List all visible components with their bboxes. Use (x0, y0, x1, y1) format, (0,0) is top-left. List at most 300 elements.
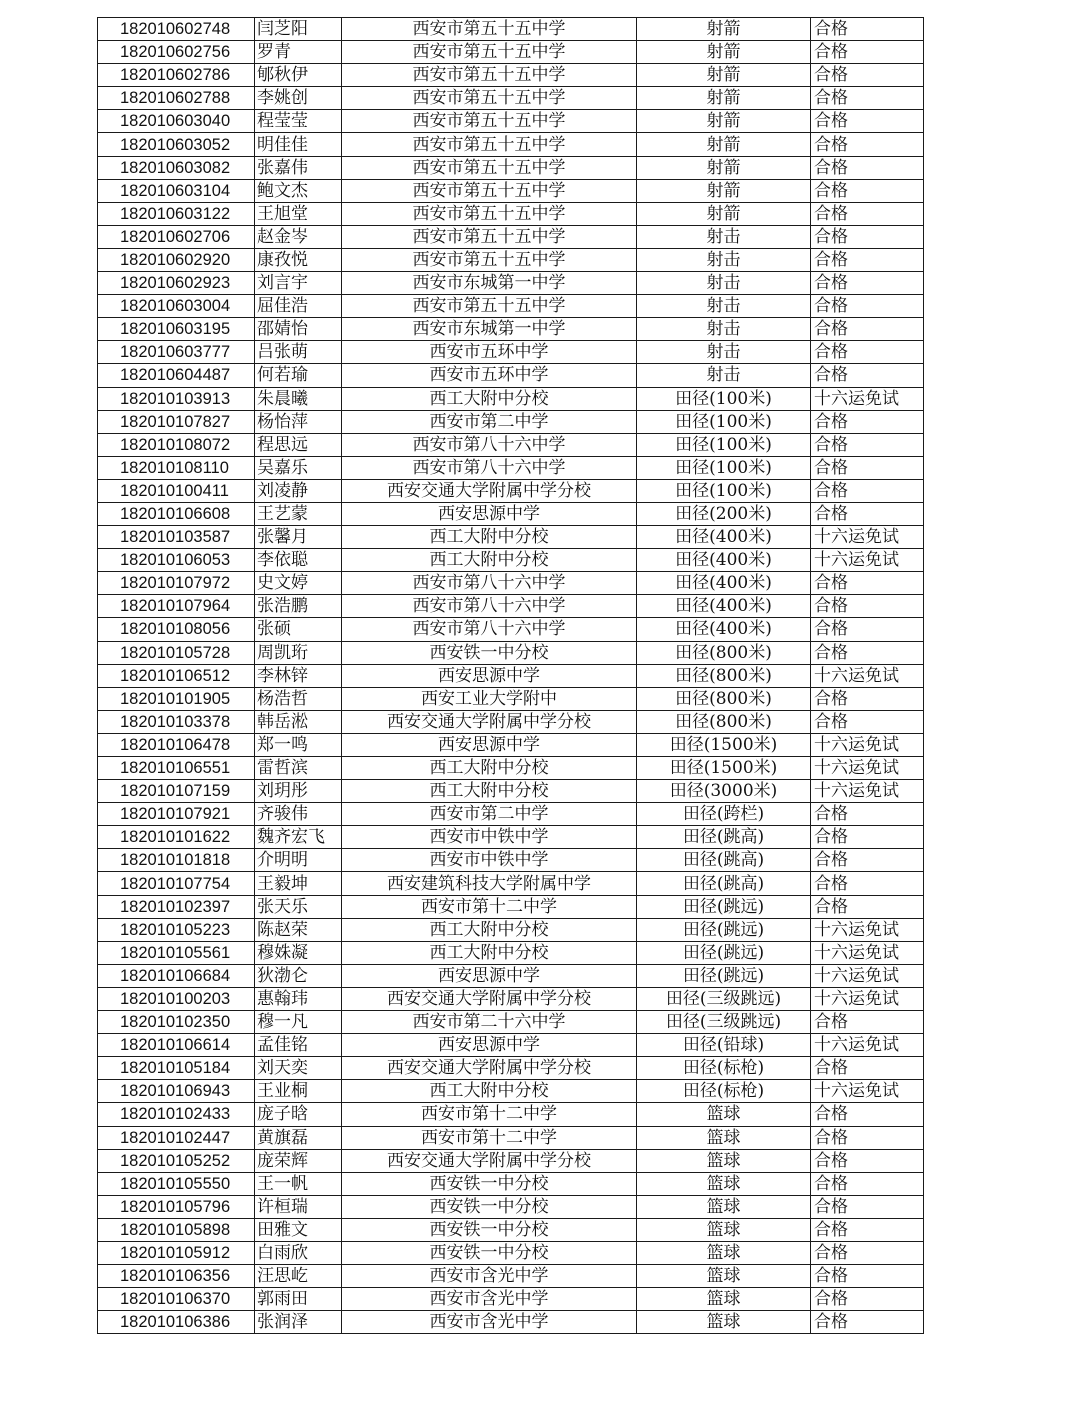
result-cell: 合格 (811, 433, 924, 456)
candidate-id-cell: 182010603104 (98, 179, 255, 202)
school-cell: 西安思源中学 (342, 733, 637, 756)
table-row (98, 733, 924, 756)
table-row (98, 1288, 924, 1311)
event-cell: 篮球 (637, 1241, 811, 1264)
table-row (98, 595, 924, 618)
candidate-id-cell: 182010103587 (98, 526, 255, 549)
student-name-cell: 杨浩哲 (255, 687, 342, 710)
event-cell: 田径(跨栏) (637, 803, 811, 826)
student-name-cell: 李姚创 (255, 87, 342, 110)
result-cell: 合格 (811, 41, 924, 64)
event-cell: 篮球 (637, 1126, 811, 1149)
event-cell: 射箭 (637, 110, 811, 133)
table-row (98, 1241, 924, 1264)
result-cell: 合格 (811, 295, 924, 318)
event-cell: 田径(标枪) (637, 1080, 811, 1103)
result-cell: 十六运免试 (811, 733, 924, 756)
school-cell: 西安市第五十五中学 (342, 133, 637, 156)
result-cell: 十六运免试 (811, 664, 924, 687)
event-cell: 田径(400米) (637, 618, 811, 641)
school-cell: 西安铁一中分校 (342, 641, 637, 664)
table-row (98, 433, 924, 456)
candidate-id-cell: 182010107921 (98, 803, 255, 826)
event-cell: 田径(100米) (637, 456, 811, 479)
result-cell: 合格 (811, 1311, 924, 1334)
table-row (98, 549, 924, 572)
student-name-cell: 庞子晗 (255, 1103, 342, 1126)
table-row (98, 502, 924, 525)
school-cell: 西安交通大学附属中学分校 (342, 710, 637, 733)
student-name-cell: 屈佳浩 (255, 295, 342, 318)
event-cell: 田径(3000米) (637, 780, 811, 803)
candidate-id-cell: 182010105796 (98, 1195, 255, 1218)
student-name-cell: 杨怡萍 (255, 410, 342, 433)
candidate-id-cell: 182010108072 (98, 433, 255, 456)
school-cell: 西工大附中分校 (342, 549, 637, 572)
school-cell: 西安铁一中分校 (342, 1195, 637, 1218)
event-cell: 田径(200米) (637, 502, 811, 525)
table-row (98, 456, 924, 479)
table-row (98, 18, 924, 41)
school-cell: 西安市第二中学 (342, 410, 637, 433)
table-row (98, 1172, 924, 1195)
result-cell: 合格 (811, 1103, 924, 1126)
result-cell: 合格 (811, 572, 924, 595)
table-row (98, 110, 924, 133)
event-cell: 田径(跳高) (637, 872, 811, 895)
candidate-id-cell: 182010602706 (98, 225, 255, 248)
event-cell: 篮球 (637, 1288, 811, 1311)
result-cell: 合格 (811, 849, 924, 872)
student-name-cell: 郇秋伊 (255, 64, 342, 87)
candidate-id-cell: 182010100203 (98, 987, 255, 1010)
event-cell: 射击 (637, 295, 811, 318)
result-cell: 合格 (811, 156, 924, 179)
school-cell: 西安市东城第一中学 (342, 272, 637, 295)
result-cell: 合格 (811, 133, 924, 156)
event-cell: 射箭 (637, 87, 811, 110)
result-cell: 合格 (811, 341, 924, 364)
school-cell: 西安铁一中分校 (342, 1172, 637, 1195)
event-cell: 篮球 (637, 1218, 811, 1241)
candidate-id-cell: 182010105184 (98, 1057, 255, 1080)
school-cell: 西安交通大学附属中学分校 (342, 1057, 637, 1080)
school-cell: 西安工业大学附中 (342, 687, 637, 710)
event-cell: 射击 (637, 364, 811, 387)
candidate-id-cell: 182010108110 (98, 456, 255, 479)
candidate-id-cell: 182010107827 (98, 410, 255, 433)
table-row (98, 1265, 924, 1288)
student-name-cell: 许桓瑞 (255, 1195, 342, 1218)
table-row (98, 526, 924, 549)
student-name-cell: 刘言宇 (255, 272, 342, 295)
student-name-cell: 魏齐宏飞 (255, 826, 342, 849)
table-row (98, 1034, 924, 1057)
student-name-cell: 赵金岑 (255, 225, 342, 248)
student-name-cell: 张嘉伟 (255, 156, 342, 179)
candidate-id-cell: 182010602786 (98, 64, 255, 87)
table-row (98, 479, 924, 502)
result-cell: 合格 (811, 1288, 924, 1311)
table-row (98, 64, 924, 87)
school-cell: 西安市第五十五中学 (342, 248, 637, 271)
candidate-id-cell: 182010105912 (98, 1241, 255, 1264)
result-cell: 合格 (811, 225, 924, 248)
school-cell: 西安市五环中学 (342, 341, 637, 364)
table-row (98, 179, 924, 202)
school-cell: 西安市第五十五中学 (342, 110, 637, 133)
student-name-cell: 白雨欣 (255, 1241, 342, 1264)
result-cell: 合格 (811, 248, 924, 271)
school-cell: 西安铁一中分校 (342, 1241, 637, 1264)
result-cell: 十六运免试 (811, 1034, 924, 1057)
event-cell: 射击 (637, 248, 811, 271)
result-cell: 合格 (811, 1241, 924, 1264)
event-cell: 射箭 (637, 133, 811, 156)
school-cell: 西安建筑科技大学附属中学 (342, 872, 637, 895)
school-cell: 西安市第五十五中学 (342, 64, 637, 87)
table-row (98, 202, 924, 225)
table-row (98, 1057, 924, 1080)
event-cell: 田径(跳远) (637, 895, 811, 918)
student-name-cell: 狄渤仑 (255, 964, 342, 987)
candidate-id-cell: 182010106551 (98, 757, 255, 780)
table-row (98, 872, 924, 895)
student-name-cell: 李林锌 (255, 664, 342, 687)
school-cell: 西安市第二十六中学 (342, 1011, 637, 1034)
result-cell: 十六运免试 (811, 549, 924, 572)
table-row (98, 710, 924, 733)
school-cell: 西安市第五十五中学 (342, 87, 637, 110)
school-cell: 西安交通大学附属中学分校 (342, 479, 637, 502)
event-cell: 田径(标枪) (637, 1057, 811, 1080)
result-cell: 合格 (811, 872, 924, 895)
event-cell: 射击 (637, 318, 811, 341)
candidate-id-cell: 182010602756 (98, 41, 255, 64)
candidate-id-cell: 182010602920 (98, 248, 255, 271)
event-cell: 田径(800米) (637, 664, 811, 687)
result-cell: 合格 (811, 410, 924, 433)
table-row (98, 87, 924, 110)
student-name-cell: 田雅文 (255, 1218, 342, 1241)
result-cell: 十六运免试 (811, 941, 924, 964)
school-cell: 西安交通大学附属中学分校 (342, 1149, 637, 1172)
school-cell: 西安市东城第一中学 (342, 318, 637, 341)
table-row (98, 156, 924, 179)
school-cell: 西安交通大学附属中学分校 (342, 987, 637, 1010)
school-cell: 西安市含光中学 (342, 1311, 637, 1334)
school-cell: 西安市第五十五中学 (342, 295, 637, 318)
result-cell: 合格 (811, 179, 924, 202)
candidate-id-cell: 182010603040 (98, 110, 255, 133)
result-cell: 十六运免试 (811, 964, 924, 987)
event-cell: 田径(三级跳远) (637, 987, 811, 1010)
event-cell: 篮球 (637, 1311, 811, 1334)
student-name-cell: 孟佳铭 (255, 1034, 342, 1057)
table-row (98, 41, 924, 64)
student-name-cell: 王旭堂 (255, 202, 342, 225)
event-cell: 射箭 (637, 202, 811, 225)
result-cell: 合格 (811, 1057, 924, 1080)
result-cell: 合格 (811, 1172, 924, 1195)
school-cell: 西安市第五十五中学 (342, 41, 637, 64)
event-cell: 射击 (637, 225, 811, 248)
candidate-id-cell: 182010106943 (98, 1080, 255, 1103)
result-cell: 合格 (811, 826, 924, 849)
candidate-id-cell: 182010106614 (98, 1034, 255, 1057)
table-row (98, 318, 924, 341)
event-cell: 田径(100米) (637, 410, 811, 433)
candidate-id-cell: 182010102350 (98, 1011, 255, 1034)
table-row (98, 757, 924, 780)
school-cell: 西工大附中分校 (342, 387, 637, 410)
school-cell: 西工大附中分校 (342, 941, 637, 964)
table-row (98, 1149, 924, 1172)
candidate-id-cell: 182010105898 (98, 1218, 255, 1241)
table-row (98, 1103, 924, 1126)
school-cell: 西安市五环中学 (342, 364, 637, 387)
table-row (98, 364, 924, 387)
candidate-id-cell: 182010105223 (98, 918, 255, 941)
student-name-cell: 明佳佳 (255, 133, 342, 156)
candidate-id-cell: 182010602923 (98, 272, 255, 295)
school-cell: 西安思源中学 (342, 664, 637, 687)
student-name-cell: 王毅坤 (255, 872, 342, 895)
event-cell: 田径(1500米) (637, 733, 811, 756)
result-cell: 合格 (811, 1011, 924, 1034)
event-cell: 田径(跳高) (637, 826, 811, 849)
student-name-cell: 惠翰玮 (255, 987, 342, 1010)
student-name-cell: 吕张萌 (255, 341, 342, 364)
student-name-cell: 郑一鸣 (255, 733, 342, 756)
result-cell: 合格 (811, 110, 924, 133)
event-cell: 田径(400米) (637, 549, 811, 572)
school-cell: 西安市第二中学 (342, 803, 637, 826)
result-cell: 合格 (811, 456, 924, 479)
event-cell: 射箭 (637, 179, 811, 202)
candidate-id-cell: 182010107159 (98, 780, 255, 803)
result-cell: 合格 (811, 803, 924, 826)
school-cell: 西安市含光中学 (342, 1288, 637, 1311)
event-cell: 田径(跳远) (637, 918, 811, 941)
student-name-cell: 王艺蒙 (255, 502, 342, 525)
school-cell: 西安市第十二中学 (342, 1126, 637, 1149)
school-cell: 西安市第五十五中学 (342, 156, 637, 179)
table-row (98, 664, 924, 687)
student-name-cell: 张硕 (255, 618, 342, 641)
candidate-id-cell: 182010603004 (98, 295, 255, 318)
student-name-cell: 刘凌静 (255, 479, 342, 502)
student-name-cell: 程莹莹 (255, 110, 342, 133)
candidate-id-cell: 182010604487 (98, 364, 255, 387)
candidate-id-cell: 182010105252 (98, 1149, 255, 1172)
student-name-cell: 郭雨田 (255, 1288, 342, 1311)
event-cell: 篮球 (637, 1103, 811, 1126)
student-name-cell: 程思远 (255, 433, 342, 456)
result-cell: 合格 (811, 595, 924, 618)
event-cell: 射箭 (637, 64, 811, 87)
student-name-cell: 张天乐 (255, 895, 342, 918)
student-name-cell: 齐骏伟 (255, 803, 342, 826)
school-cell: 西安思源中学 (342, 964, 637, 987)
table-row (98, 895, 924, 918)
table-row (98, 1218, 924, 1241)
event-cell: 田径(铅球) (637, 1034, 811, 1057)
event-cell: 田径(100米) (637, 387, 811, 410)
candidate-id-cell: 182010106478 (98, 733, 255, 756)
student-name-cell: 闫芝阳 (255, 18, 342, 41)
candidate-id-cell: 182010102433 (98, 1103, 255, 1126)
result-cell: 合格 (811, 1195, 924, 1218)
student-name-cell: 汪思屹 (255, 1265, 342, 1288)
result-cell: 合格 (811, 1126, 924, 1149)
result-cell: 合格 (811, 479, 924, 502)
student-name-cell: 李依聪 (255, 549, 342, 572)
result-cell: 合格 (811, 1149, 924, 1172)
event-cell: 田径(800米) (637, 687, 811, 710)
event-cell: 田径(跳远) (637, 964, 811, 987)
result-cell: 合格 (811, 18, 924, 41)
school-cell: 西安思源中学 (342, 1034, 637, 1057)
student-name-cell: 刘玥彤 (255, 780, 342, 803)
result-cell: 合格 (811, 641, 924, 664)
table-row (98, 410, 924, 433)
school-cell: 西工大附中分校 (342, 526, 637, 549)
result-cell: 合格 (811, 1218, 924, 1241)
event-cell: 射击 (637, 341, 811, 364)
event-cell: 田径(100米) (637, 479, 811, 502)
student-name-cell: 穆姝凝 (255, 941, 342, 964)
student-name-cell: 庞荣辉 (255, 1149, 342, 1172)
event-cell: 田径(400米) (637, 572, 811, 595)
candidate-id-cell: 182010603777 (98, 341, 255, 364)
table-row (98, 1195, 924, 1218)
event-cell: 田径(1500米) (637, 757, 811, 780)
table-row (98, 618, 924, 641)
table-row (98, 387, 924, 410)
school-cell: 西安市第八十六中学 (342, 618, 637, 641)
school-cell: 西工大附中分校 (342, 1080, 637, 1103)
school-cell: 西安市含光中学 (342, 1265, 637, 1288)
student-name-cell: 鲍文杰 (255, 179, 342, 202)
result-cell: 合格 (811, 895, 924, 918)
school-cell: 西安市第十二中学 (342, 895, 637, 918)
result-cell: 合格 (811, 202, 924, 225)
result-cell: 十六运免试 (811, 1080, 924, 1103)
school-cell: 西安市第五十五中学 (342, 18, 637, 41)
result-cell: 合格 (811, 710, 924, 733)
school-cell: 西安市第五十五中学 (342, 179, 637, 202)
event-cell: 射箭 (637, 18, 811, 41)
table-row (98, 780, 924, 803)
candidate-id-cell: 182010105550 (98, 1172, 255, 1195)
student-name-cell: 邵婧怡 (255, 318, 342, 341)
result-cell: 十六运免试 (811, 387, 924, 410)
student-name-cell: 朱晨曦 (255, 387, 342, 410)
candidate-id-cell: 182010108056 (98, 618, 255, 641)
candidate-id-cell: 182010107972 (98, 572, 255, 595)
event-cell: 射箭 (637, 41, 811, 64)
event-cell: 田径(100米) (637, 433, 811, 456)
candidate-id-cell: 182010602748 (98, 18, 255, 41)
result-cell: 合格 (811, 502, 924, 525)
event-cell: 田径(400米) (637, 595, 811, 618)
table-row (98, 826, 924, 849)
table-row (98, 1311, 924, 1334)
candidate-id-cell: 182010106684 (98, 964, 255, 987)
candidate-id-cell: 182010106053 (98, 549, 255, 572)
candidate-id-cell: 182010603122 (98, 202, 255, 225)
candidate-id-cell: 182010102397 (98, 895, 255, 918)
table-row (98, 803, 924, 826)
school-cell: 西安市第十二中学 (342, 1103, 637, 1126)
student-name-cell: 何若瑜 (255, 364, 342, 387)
school-cell: 西安市中铁中学 (342, 826, 637, 849)
result-cell: 十六运免试 (811, 780, 924, 803)
school-cell: 西安市中铁中学 (342, 849, 637, 872)
school-cell: 西安思源中学 (342, 502, 637, 525)
result-cell: 十六运免试 (811, 987, 924, 1010)
event-cell: 射箭 (637, 156, 811, 179)
candidate-id-cell: 182010602788 (98, 87, 255, 110)
table-row (98, 133, 924, 156)
event-cell: 射击 (637, 272, 811, 295)
result-cell: 十六运免试 (811, 757, 924, 780)
candidate-id-cell: 182010103913 (98, 387, 255, 410)
student-name-cell: 罗青 (255, 41, 342, 64)
school-cell: 西安市第八十六中学 (342, 456, 637, 479)
result-cell: 合格 (811, 272, 924, 295)
table-row (98, 849, 924, 872)
student-name-cell: 雷哲滨 (255, 757, 342, 780)
results-table-body (98, 18, 924, 1334)
candidate-id-cell: 182010102447 (98, 1126, 255, 1149)
school-cell: 西安市第八十六中学 (342, 433, 637, 456)
student-name-cell: 黄旗磊 (255, 1126, 342, 1149)
table-row (98, 248, 924, 271)
event-cell: 田径(400米) (637, 526, 811, 549)
candidate-id-cell: 182010105728 (98, 641, 255, 664)
student-name-cell: 史文婷 (255, 572, 342, 595)
candidate-id-cell: 182010106608 (98, 502, 255, 525)
table-row (98, 941, 924, 964)
event-cell: 田径(800米) (637, 641, 811, 664)
result-cell: 合格 (811, 318, 924, 341)
student-name-cell: 王一帆 (255, 1172, 342, 1195)
event-cell: 篮球 (637, 1265, 811, 1288)
event-cell: 田径(800米) (637, 710, 811, 733)
candidate-id-cell: 182010101818 (98, 849, 255, 872)
student-name-cell: 张馨月 (255, 526, 342, 549)
student-name-cell: 陈赵荣 (255, 918, 342, 941)
student-name-cell: 介明明 (255, 849, 342, 872)
candidate-id-cell: 182010106370 (98, 1288, 255, 1311)
table-row (98, 687, 924, 710)
table-row (98, 225, 924, 248)
candidate-id-cell: 182010101622 (98, 826, 255, 849)
student-name-cell: 王业桐 (255, 1080, 342, 1103)
result-cell: 合格 (811, 618, 924, 641)
result-cell: 合格 (811, 87, 924, 110)
result-cell: 十六运免试 (811, 918, 924, 941)
event-cell: 田径(三级跳远) (637, 1011, 811, 1034)
table-row (98, 987, 924, 1010)
student-name-cell: 刘天奕 (255, 1057, 342, 1080)
candidate-id-cell: 182010106356 (98, 1265, 255, 1288)
school-cell: 西安市第五十五中学 (342, 225, 637, 248)
school-cell: 西安市第八十六中学 (342, 595, 637, 618)
event-cell: 田径(跳高) (637, 849, 811, 872)
